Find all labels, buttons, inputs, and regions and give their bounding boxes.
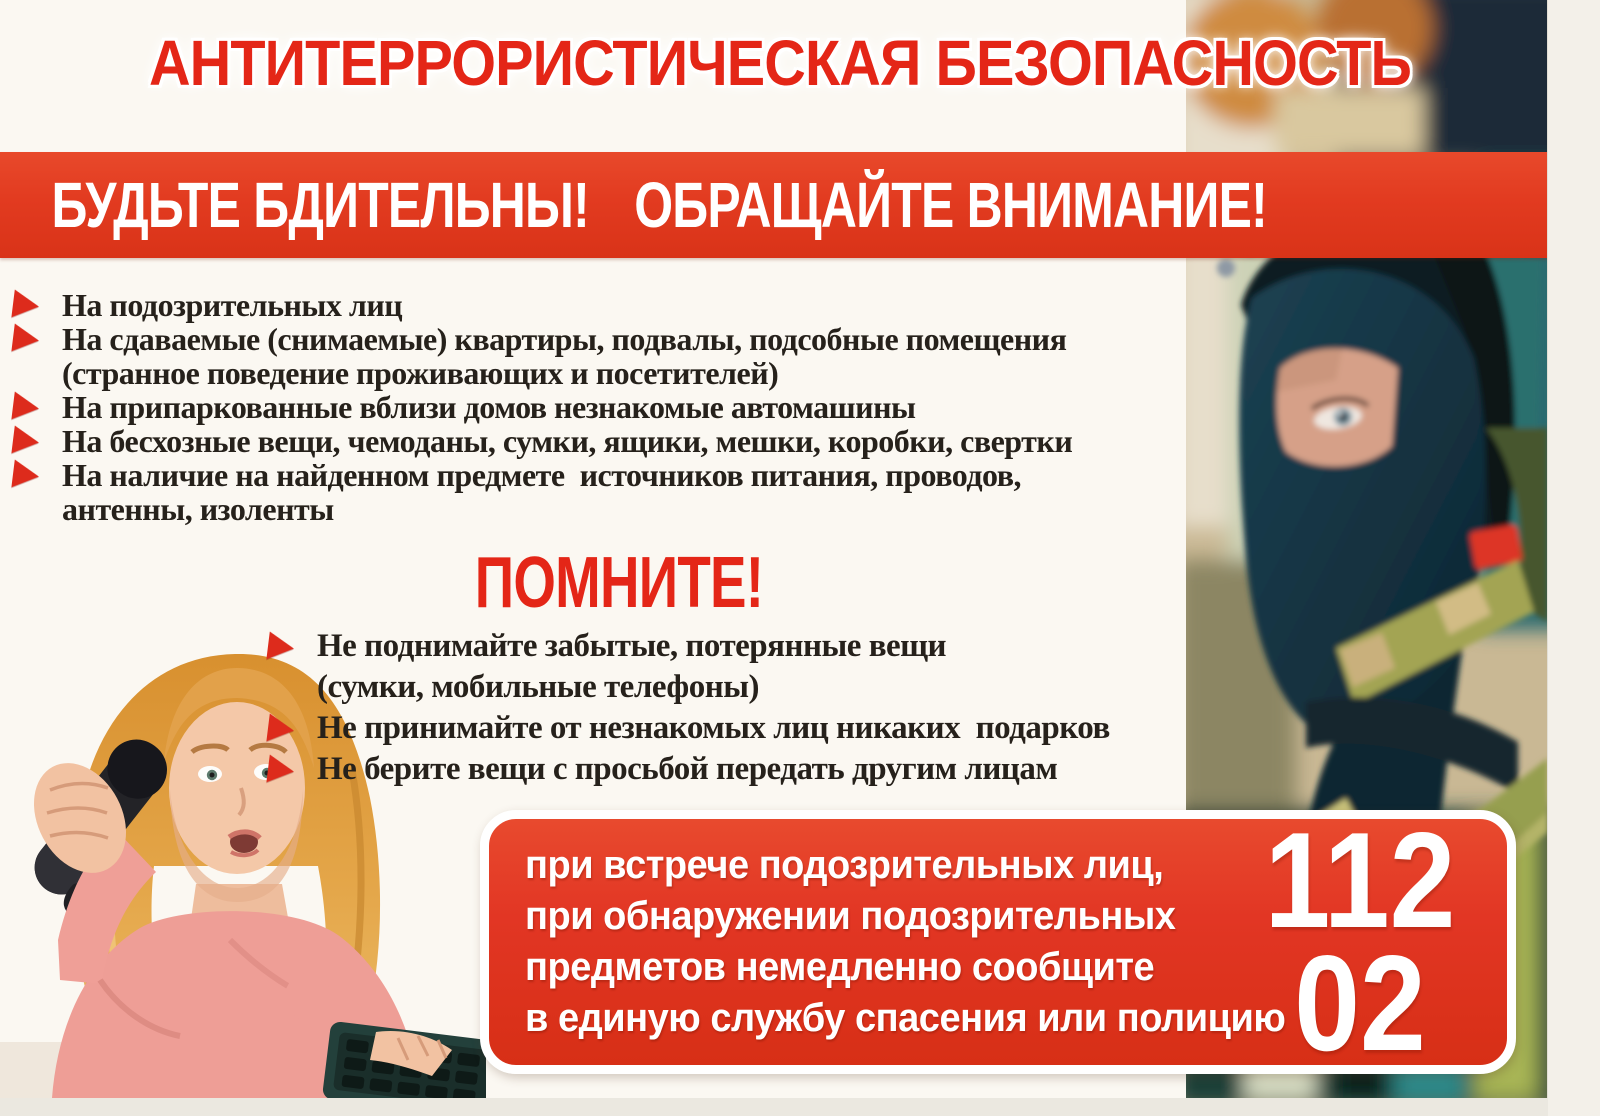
watch-list-item [13, 458, 1173, 492]
emergency-call-box [480, 803, 1516, 1079]
watch-list [13, 288, 1173, 526]
emergency-number-02: 02 [1294, 926, 1426, 1079]
alert-banner [0, 152, 1548, 258]
watch-list-item [13, 322, 1173, 356]
emergency-call-text [525, 840, 1285, 1044]
scan-margin-right [1547, 0, 1600, 1116]
remember-list-item [268, 708, 1228, 749]
watch-list-item-continuation [13, 356, 1173, 390]
watch-list-item-text: (странное поведение проживающих и посетителей) [62, 354, 779, 391]
watch-list-item-text: антенны, изоленты [62, 490, 334, 527]
emergency-numbers [1256, 803, 1463, 1079]
watch-list-item [13, 390, 1173, 424]
remember-list-item-text: (сумки, мобильные телефоны) [317, 669, 759, 705]
red-triangle-bullet-icon [11, 324, 40, 355]
red-triangle-bullet-icon [266, 631, 295, 662]
alert-banner-text [0, 168, 1267, 242]
red-triangle-bullet-icon [11, 426, 40, 457]
banner-part-1: БУДЬТЕ БДИТЕЛЬНЫ! [51, 169, 589, 241]
banner-part-2: ОБРАЩАЙТЕ ВНИМАНИЕ! [634, 169, 1268, 241]
remember-list-item-continuation [268, 667, 1228, 708]
watch-list-item-text: На припаркованные вблизи домов незнакомые автомашины [62, 388, 916, 425]
remember-heading: ПОМНИТЕ! [474, 543, 764, 623]
scan-margin-bottom [0, 1098, 1548, 1116]
watch-list-item-continuation [13, 492, 1173, 526]
red-triangle-bullet-icon [11, 290, 40, 321]
red-triangle-bullet-icon [11, 392, 40, 423]
emergency-line: предметов немедленно сообщите [525, 945, 1155, 989]
watch-list-item-text: На наличие на найденном предмете источников питания, проводов, [62, 456, 1022, 493]
emergency-line: при обнаружении подозрительных [525, 894, 1176, 938]
watch-list-item [13, 424, 1173, 458]
remember-list-item-text: Не берите вещи с просьбой передать другим лицам [317, 751, 1058, 787]
watch-list-item-text: На подозрительных лиц [62, 286, 403, 323]
watch-list-item-text: На сдаваемые (снимаемые) квартиры, подвалы, подсобные помещения [62, 320, 1067, 357]
watch-list-item-text: На бесхозные вещи, чемоданы, сумки, ящики, мешки, коробки, свертки [62, 422, 1073, 459]
emergency-number-112: 112 [1264, 803, 1456, 956]
remember-list-item [268, 626, 1228, 667]
emergency-line: при встрече подозрительных лиц, [525, 843, 1164, 887]
remember-list-item [268, 749, 1228, 790]
emergency-line: в единую службу спасения или полицию [525, 996, 1286, 1040]
remember-list-item-text: Не поднимайте забытые, потерянные вещи [317, 628, 947, 664]
watch-list-item [13, 288, 1173, 322]
remember-list-item-text: Не принимайте от незнакомых лиц никаких подарков [317, 710, 1110, 746]
poster-title: АНТИТЕРРОРИСТИЧЕСКАЯ БЕЗОПАСНОСТЬ [148, 27, 1412, 99]
red-triangle-bullet-icon [11, 460, 40, 491]
remember-list [268, 626, 1228, 790]
red-triangle-bullet-icon [266, 754, 295, 785]
red-triangle-bullet-icon [266, 713, 295, 744]
